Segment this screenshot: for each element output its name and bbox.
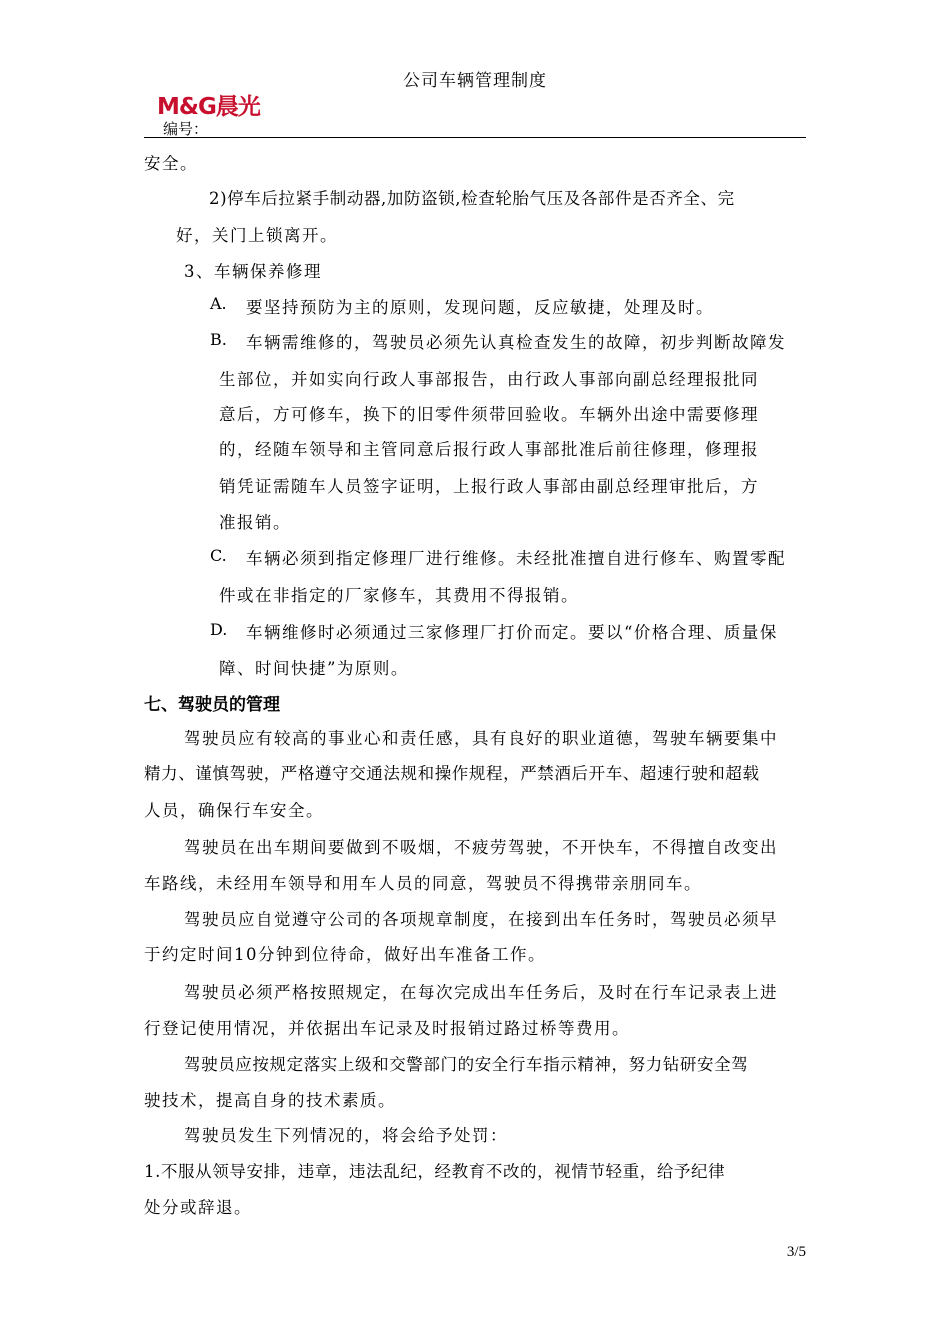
- list-item-text: 车辆维修时必须通过三家修理厂打价而定。要以“价格合理、质量保: [246, 623, 778, 642]
- paragraph-line: 驾驶员应按规定落实上级和交警部门的安全行车指示精神，努力钻研安全驾: [184, 1055, 749, 1074]
- paragraph-line: 车路线，未经用车领导和用车人员的同意，驾驶员不得携带亲朋同车。: [144, 874, 702, 893]
- text-line: 好，关门上锁离开。: [176, 226, 338, 245]
- list-marker: A.: [210, 294, 227, 313]
- list-item-text: 车辆必须到指定修理厂进行维修。未经批准擅自进行修车、购置零配: [246, 549, 786, 568]
- paragraph-line: 驾驶员应自觉遵守公司的各项规章制度，在接到出车任务时，驾驶员必须早: [184, 910, 778, 929]
- subsection-heading: 3、车辆保养修理: [184, 262, 322, 281]
- list-item-text: 障、时间快捷”为原则。: [219, 659, 409, 678]
- document-header-title: 公司车辆管理制度: [403, 71, 547, 91]
- list-item-text: 件或在非指定的厂家修车，其费用不得报销。: [219, 586, 579, 605]
- paragraph-line: 精力、谨慎驾驶，严格遵守交通法规和操作规程，严禁酒后开车、超速行驶和超载: [144, 764, 760, 783]
- paragraph-line: 驾驶员在出车期间要做到不吸烟，不疲劳驾驶，不开快车，不得擅自改变出: [184, 838, 778, 857]
- list-marker: B.: [210, 330, 227, 349]
- paragraph-line: 处分或辞退。: [144, 1198, 252, 1217]
- section-heading: 七、驾驶员的管理: [144, 695, 280, 715]
- list-marker: D.: [210, 620, 228, 639]
- text-line: 安全。: [144, 154, 198, 173]
- paragraph-line: 驶技术，提高自身的技术素质。: [144, 1091, 396, 1110]
- list-item-text: 生部位，并如实向行政人事部报告，由行政人事部向副总经理报批同: [219, 370, 759, 389]
- paragraph-line: 人员，确保行车安全。: [144, 801, 324, 820]
- list-item-text: 意后，方可修车，换下的旧零件须带回验收。车辆外出途中需要修理: [219, 405, 759, 424]
- list-item-text: 的，经随车领导和主管同意后报行政人事部批准后前往修理，修理报: [219, 440, 759, 459]
- list-item-text: 销凭证需随车人员签字证明，上报行政人事部由副总经理审批后，方: [219, 477, 759, 496]
- list-item-text: 车辆需维修的，驾驶员必须先认真检查发生的故障，初步判断故障发: [246, 333, 786, 352]
- brand-logo: M&G晨光: [157, 94, 260, 120]
- text-line: 2)停车后拉紧手制动器,加防盗锁,检查轮胎气压及各部件是否齐全、完: [209, 189, 735, 208]
- paragraph-line: 驾驶员发生下列情况的，将会给予处罚：: [184, 1126, 508, 1145]
- list-item-text: 准报销。: [219, 513, 291, 532]
- paragraph-line: 1.不服从领导安排，违章，违法乱纪，经教育不改的，视情节轻重，给予纪律: [144, 1162, 726, 1181]
- page-number: 3/5: [786, 1244, 806, 1260]
- paragraph-line: 行登记使用情况，并依据出车记录及时报销过路过桥等费用。: [144, 1019, 630, 1038]
- paragraph-line: 于约定时间10分钟到位待命，做好出车准备工作。: [144, 945, 546, 964]
- list-marker: C.: [210, 546, 227, 565]
- header-divider: [144, 137, 806, 138]
- document-number-label: 编号：: [163, 120, 209, 138]
- list-item-text: 要坚持预防为主的原则，发现问题，反应敏捷，处理及时。: [246, 298, 714, 317]
- paragraph-line: 驾驶员应有较高的事业心和责任感，具有良好的职业道德，驾驶车辆要集中: [184, 729, 778, 748]
- paragraph-line: 驾驶员必须严格按照规定，在每次完成出车任务后，及时在行车记录表上进: [184, 983, 778, 1002]
